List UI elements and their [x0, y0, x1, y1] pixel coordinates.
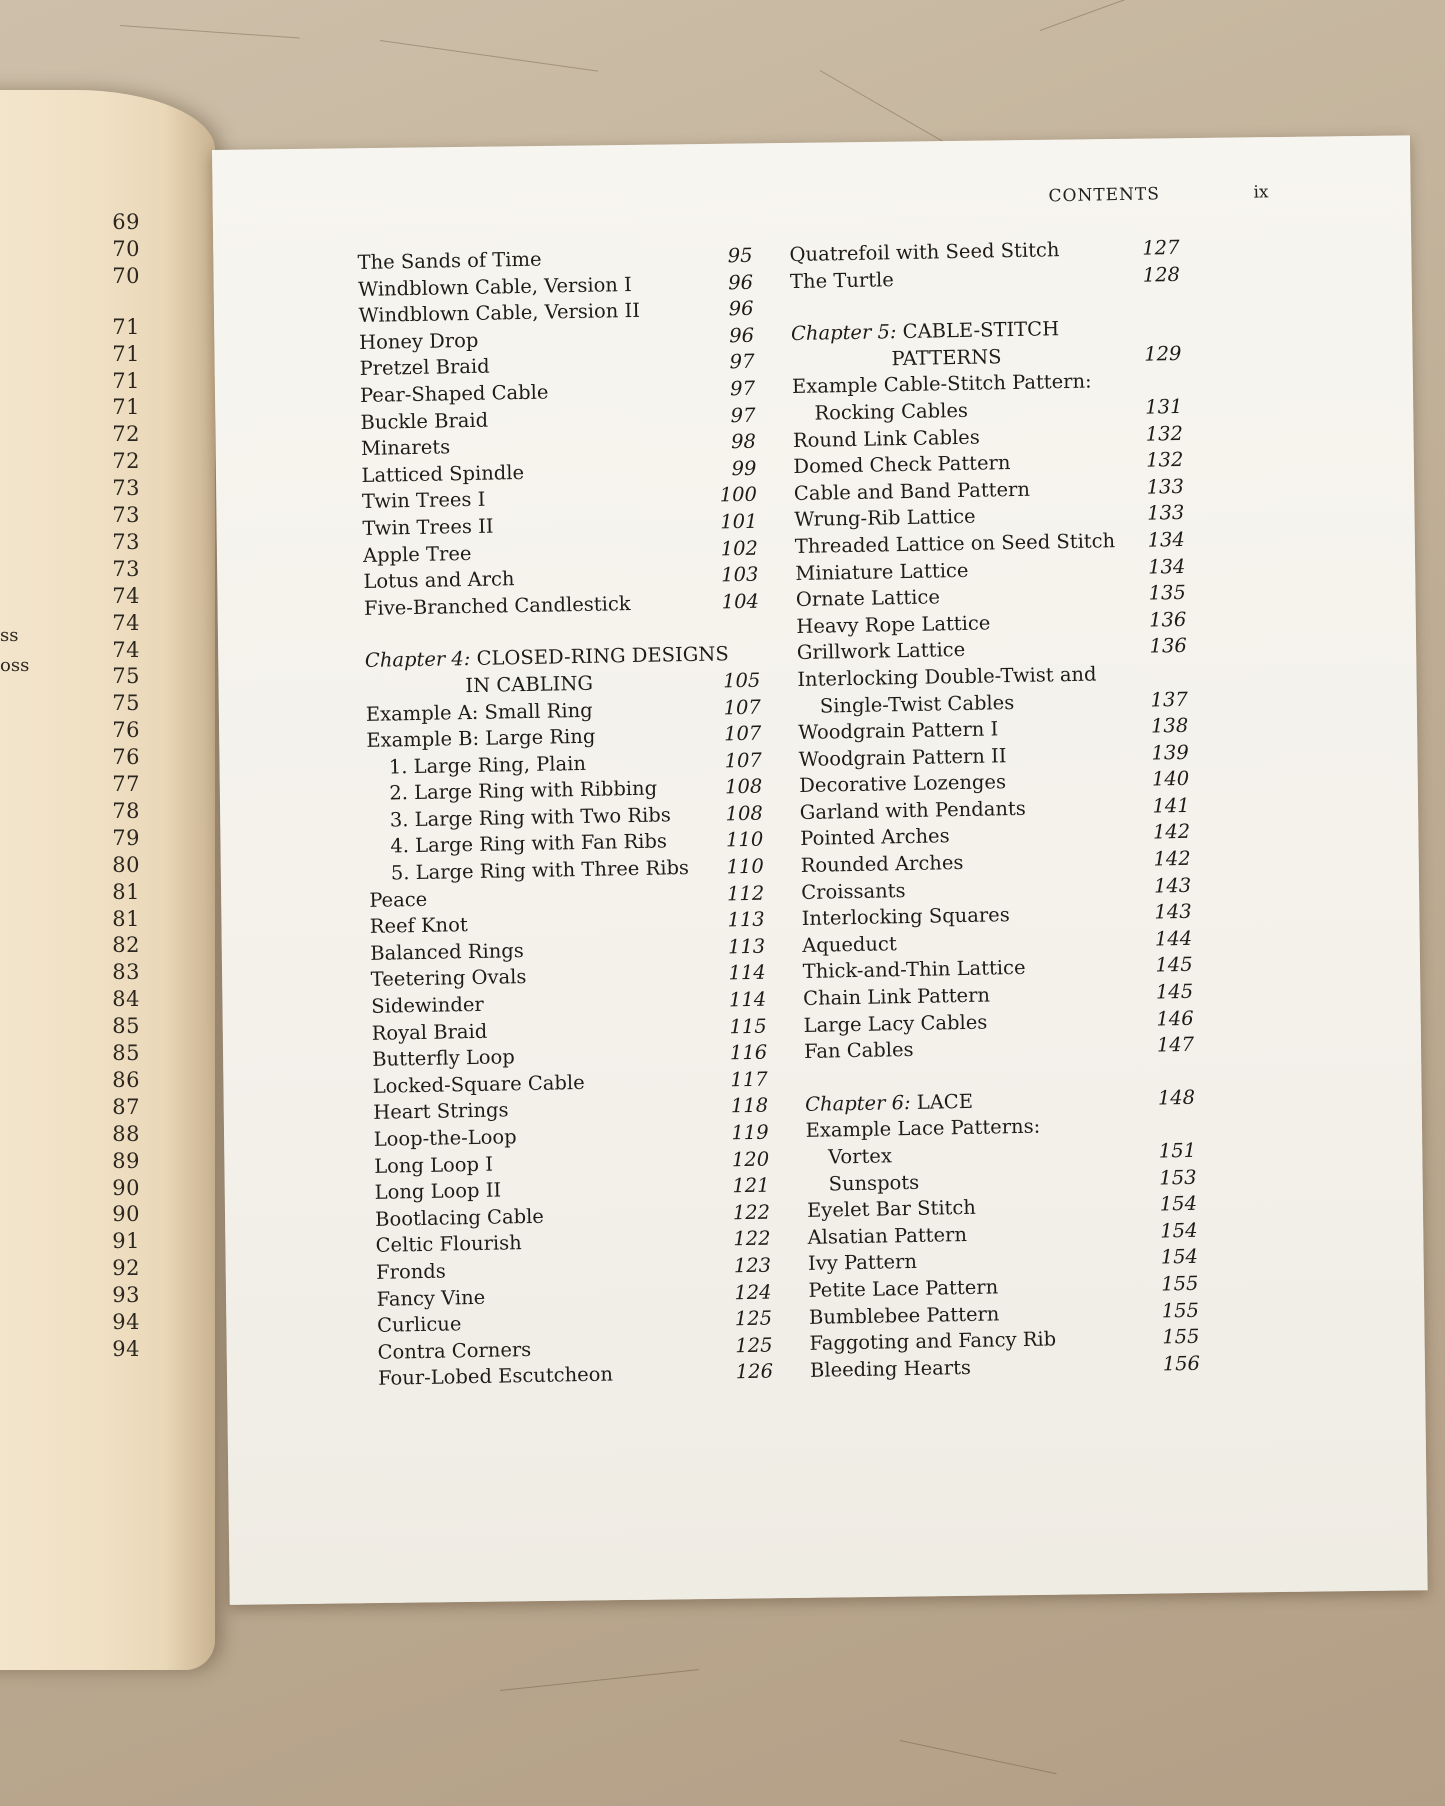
left-page-number: 77 — [112, 772, 140, 796]
toc-entry-page: 112 — [726, 881, 765, 905]
toc-entry-page: 119 — [731, 1120, 769, 1145]
left-page-number: 76 — [112, 745, 140, 770]
toc-entry-title: The Turtle — [789, 267, 895, 293]
toc-entry-title: Vortex — [827, 1144, 893, 1169]
left-page-number: 91 — [112, 1229, 140, 1254]
left-page-number: 85 — [112, 1041, 140, 1065]
toc-entry-title: The Sands of Time — [357, 247, 542, 274]
toc-entry-page: 96 — [728, 323, 755, 347]
left-page-number: 71 — [112, 314, 140, 339]
left-page-number: 86 — [112, 1067, 140, 1092]
toc-entry-title: Peace — [369, 887, 428, 912]
contents-column-left — [357, 244, 773, 1394]
left-page-number: 79 — [112, 825, 140, 850]
toc-entry-title: Long Loop I — [373, 1152, 494, 1178]
toc-entry-page: 99 — [731, 456, 757, 480]
toc-entry-page: 155 — [1161, 1298, 1200, 1322]
left-page-number: 84 — [112, 987, 140, 1012]
toc-entry-page: 136 — [1148, 607, 1187, 632]
toc-entry-page: 137 — [1150, 687, 1188, 712]
toc-entry-page: 123 — [733, 1253, 772, 1278]
left-page-number: 92 — [112, 1256, 140, 1281]
toc-entry-title: Fancy Vine — [376, 1285, 486, 1311]
left-page-number: 75 — [112, 691, 140, 716]
toc-entry-title: Grillwork Lattice — [796, 638, 966, 665]
toc-entry-title: Reef Knot — [369, 913, 468, 939]
chapter-title-line2: IN CABLING — [465, 671, 594, 697]
toc-entry-title: Ivy Pattern — [807, 1250, 918, 1276]
left-page-number: 88 — [112, 1121, 140, 1146]
toc-entry-page: 122 — [732, 1200, 771, 1225]
toc-entry-title: Miniature Lattice — [795, 558, 969, 585]
toc-entry-title: Example Cable-Stitch Pattern: — [791, 369, 1092, 399]
toc-entry-title: Long Loop II — [374, 1178, 502, 1205]
toc-entry-title: Royal Braid — [371, 1019, 488, 1045]
surface-scratch — [380, 40, 598, 72]
toc-entry-page: 108 — [724, 774, 763, 799]
chapter-page: 148 — [1157, 1085, 1196, 1110]
toc-entry-page: 107 — [723, 721, 762, 746]
toc-entry-title: Ornate Lattice — [795, 585, 941, 612]
toc-entry-page: 113 — [727, 934, 766, 959]
toc-entry-title: Garland with Pendants — [799, 796, 1026, 824]
toc-entry-title: Threaded Lattice on Seed Stitch — [794, 529, 1116, 558]
toc-entry-page: 154 — [1160, 1245, 1199, 1269]
toc-entry-title: Faggoting and Fancy Rib — [809, 1327, 1057, 1356]
left-page-number: 70 — [112, 236, 140, 261]
toc-entry-title: Interlocking Double-Twist and — [797, 662, 1097, 691]
toc-entry-page: 107 — [724, 748, 763, 773]
toc-entry-title: Bootlacing Cable — [374, 1204, 545, 1231]
toc-entry-page: 97 — [730, 403, 756, 427]
left-page-number: 93 — [112, 1283, 140, 1308]
toc-entry-page: 125 — [734, 1306, 773, 1331]
toc-entry-title: Example Lace Patterns: — [805, 1115, 1041, 1143]
toc-entry-page: 110 — [726, 854, 764, 879]
toc-entry-title: Quatrefoil with Seed Stitch — [789, 238, 1060, 267]
chapter-page: 129 — [1143, 341, 1182, 366]
toc-entry-page: 140 — [1151, 767, 1190, 791]
left-page-number: 94 — [112, 1336, 140, 1361]
toc-entry-title: Example A: Small Ring — [365, 698, 593, 726]
toc-entry-page: 143 — [1154, 900, 1192, 924]
toc-entry-page: 107 — [723, 695, 762, 719]
chapter-page: 105 — [722, 668, 761, 693]
toc-entry-title: Large Lacy Cables — [803, 1010, 988, 1037]
left-page-number: 74 — [112, 583, 140, 608]
chapter-label: Chapter 4: — [364, 647, 471, 673]
toc-entry-page: 144 — [1154, 926, 1193, 951]
toc-entry-page: 154 — [1160, 1218, 1198, 1243]
toc-entry-title: Heart Strings — [373, 1098, 509, 1125]
left-page-number: 71 — [112, 368, 140, 393]
left-page-fragment: ss — [0, 625, 19, 646]
left-page-number: 74 — [112, 637, 140, 662]
toc-entry-page: 125 — [735, 1333, 773, 1358]
left-page-number: 82 — [112, 933, 140, 958]
toc-entry-title: Rocking Cables — [814, 398, 969, 425]
toc-entry-page: 114 — [728, 987, 767, 1012]
toc-entry-page: 127 — [1142, 235, 1180, 260]
left-page-number: 89 — [112, 1148, 140, 1173]
toc-entry-page: 104 — [721, 589, 760, 614]
left-page-number: 94 — [112, 1310, 140, 1334]
toc-entry-title: Pear-Shaped Cable — [359, 380, 549, 407]
toc-entry-title: Bumblebee Pattern — [808, 1301, 1000, 1329]
page-gutter-shadow — [165, 90, 215, 1670]
left-page-number: 81 — [112, 906, 140, 931]
toc-entry-title: Twin Trees I — [361, 488, 486, 514]
left-page-number: 74 — [112, 610, 140, 635]
left-page-number: 81 — [112, 879, 140, 904]
toc-entry-title: Bleeding Hearts — [809, 1355, 972, 1382]
toc-entry-title: Croissants — [801, 878, 906, 904]
toc-entry-title: Thick-and-Thin Lattice — [802, 956, 1026, 984]
toc-entry-title: Curlicue — [376, 1312, 462, 1337]
toc-entry-page: 134 — [1147, 527, 1186, 552]
toc-entry-title: Chain Link Pattern — [802, 983, 991, 1010]
toc-entry-title: 5. Large Ring with Three Ribs — [390, 856, 690, 885]
toc-entry-page: 121 — [732, 1173, 770, 1198]
toc-entry-page: 155 — [1162, 1324, 1200, 1349]
left-page-number: 73 — [112, 529, 140, 554]
toc-entry-page: 132 — [1145, 448, 1184, 472]
toc-entry-page: 114 — [728, 961, 766, 985]
toc-entry-page: 153 — [1159, 1165, 1197, 1190]
toc-entry-page: 100 — [719, 483, 758, 507]
left-page-number: 73 — [112, 503, 140, 527]
toc-entry-title: Sidewinder — [371, 992, 484, 1018]
surface-scratch — [820, 70, 959, 151]
left-page-number: 90 — [112, 1202, 140, 1227]
toc-entry-page: 96 — [728, 296, 754, 321]
toc-entry-page: 139 — [1151, 740, 1189, 765]
toc-entry-page: 132 — [1145, 421, 1184, 446]
toc-entry-title: Interlocking Squares — [801, 903, 1010, 931]
toc-entry-page: 145 — [1155, 979, 1194, 1004]
left-page — [0, 90, 215, 1670]
toc-entry-page: 134 — [1147, 554, 1186, 579]
toc-entry-title: Rounded Arches — [800, 851, 964, 878]
left-page-number: 87 — [112, 1094, 140, 1119]
left-page-number: 71 — [112, 341, 140, 366]
toc-entry-page: 118 — [730, 1094, 769, 1118]
left-page-number: 72 — [112, 422, 140, 447]
chapter-title-line2: PATTERNS — [891, 344, 1002, 371]
toc-entry-title: Celtic Flourish — [375, 1231, 522, 1258]
toc-entry-page: 117 — [730, 1067, 768, 1092]
chapter-title: LACE — [916, 1089, 974, 1114]
left-page-fragment: oss — [0, 655, 30, 676]
toc-entry-page: 96 — [728, 270, 754, 294]
toc-entry-title: Sunspots — [828, 1170, 920, 1196]
contents-column-right — [789, 236, 1200, 1385]
chapter-label: Chapter 6: — [804, 1090, 911, 1116]
left-page-number: 69 — [112, 210, 140, 234]
toc-entry-page: 151 — [1158, 1138, 1197, 1163]
toc-entry-title: Pointed Arches — [800, 824, 950, 851]
left-page-number: 73 — [112, 556, 140, 581]
left-page-number: 80 — [112, 852, 140, 877]
toc-entry-title: Apple Tree — [362, 541, 472, 567]
toc-entry-title: Balanced Rings — [370, 938, 524, 965]
toc-entry-title: Cable and Band Pattern — [793, 477, 1031, 505]
left-page-number: 72 — [112, 449, 140, 474]
toc-entry-title: Fronds — [375, 1259, 446, 1284]
toc-entry-title: Locked-Square Cable — [372, 1070, 585, 1098]
toc-entry-page: 122 — [733, 1226, 771, 1251]
toc-entry-page: 98 — [730, 429, 757, 454]
chapter-label: Chapter 5: — [790, 320, 897, 346]
surface-scratch — [500, 1669, 699, 1691]
toc-entry-title: Contra Corners — [377, 1337, 532, 1364]
left-page-number: 83 — [112, 960, 140, 985]
toc-entry-title: Fan Cables — [803, 1038, 914, 1064]
toc-entry-page: 136 — [1149, 634, 1188, 658]
toc-entry-page: 108 — [725, 801, 763, 826]
toc-entry-title: 3. Large Ring with Two Ribs — [389, 803, 671, 832]
toc-entry-title: Buckle Braid — [360, 408, 489, 434]
toc-entry-page: 102 — [720, 536, 759, 560]
toc-entry-page: 95 — [727, 243, 753, 268]
toc-entry-page: 154 — [1159, 1191, 1198, 1216]
left-page-number: 85 — [112, 1014, 140, 1039]
toc-entry-title: Loop-the-Loop — [373, 1125, 517, 1151]
toc-entry-title: Decorative Lozenges — [799, 770, 1007, 798]
surface-scratch — [120, 25, 300, 39]
toc-entry-page: 145 — [1155, 953, 1193, 977]
toc-entry-page: 101 — [719, 509, 758, 534]
toc-entry-page: 142 — [1153, 846, 1191, 871]
toc-entry-title: Heavy Rope Lattice — [796, 611, 991, 638]
page-number: ix — [1253, 182, 1269, 203]
surface-scratch — [900, 1740, 1057, 1774]
toc-entry-title: Butterfly Loop — [372, 1045, 515, 1072]
toc-entry-title: Example B: Large Ring — [366, 724, 596, 753]
running-header: CONTENTS — [1048, 184, 1161, 207]
toc-entry-title: 2. Large Ring with Ribbing — [389, 776, 658, 805]
toc-entry-title: Pretzel Braid — [359, 354, 490, 381]
toc-entry-title: Domed Check Pattern — [793, 451, 1011, 479]
chapter-title: CLOSED-RING DESIGNS — [476, 642, 729, 671]
toc-entry-page: 143 — [1153, 873, 1192, 898]
toc-entry-title: Four-Lobed Escutcheon — [377, 1362, 614, 1391]
toc-entry-title: Twin Trees II — [362, 514, 494, 540]
toc-entry-title: Round Link Cables — [792, 425, 980, 452]
toc-entry-title: Eyelet Bar Stitch — [806, 1196, 977, 1223]
toc-entry-title: Woodgrain Pattern II — [798, 743, 1007, 771]
toc-entry-page: 124 — [734, 1280, 772, 1304]
toc-entry-title: Teetering Ovals — [370, 965, 527, 992]
left-page-number: 90 — [112, 1175, 140, 1200]
toc-entry-page: 133 — [1146, 501, 1185, 525]
toc-entry-page: 97 — [729, 376, 756, 401]
toc-entry-page: 138 — [1150, 713, 1189, 738]
toc-entry-title: Single-Twist Cables — [819, 690, 1015, 718]
toc-entry-title: Wrung-Rib Lattice — [794, 505, 976, 532]
toc-entry-title: Windblown Cable, Version II — [358, 299, 641, 328]
toc-entry-page: 128 — [1142, 262, 1181, 287]
left-page-number: 78 — [112, 798, 140, 823]
toc-entry-page: 135 — [1148, 581, 1187, 605]
toc-entry-title: 4. Large Ring with Fan Ribs — [390, 829, 668, 858]
chapter-title: CABLE-STITCH — [902, 317, 1060, 344]
toc-entry-page: 120 — [731, 1147, 770, 1171]
toc-entry-title: Five-Branched Candlestick — [363, 591, 631, 620]
toc-entry-page: 103 — [720, 562, 759, 587]
toc-entry-title: Latticed Spindle — [361, 460, 525, 487]
toc-entry-title: Aqueduct — [802, 932, 897, 957]
toc-entry-page: 110 — [725, 828, 764, 852]
toc-entry-title: Petite Lace Pattern — [808, 1275, 999, 1302]
left-page-number: 71 — [112, 395, 140, 420]
toc-entry-title: Minarets — [360, 435, 451, 461]
toc-entry-page: 133 — [1146, 474, 1185, 499]
toc-entry-page: 131 — [1144, 394, 1183, 419]
toc-entry-title: Windblown Cable, Version I — [357, 272, 632, 301]
right-page — [212, 135, 1428, 1605]
toc-entry-page: 142 — [1152, 820, 1191, 844]
toc-entry-title: 1. Large Ring, Plain — [388, 751, 587, 779]
toc-entry-page: 126 — [735, 1359, 774, 1384]
toc-entry-title: Lotus and Arch — [363, 567, 515, 594]
left-page-number: 73 — [112, 476, 140, 501]
toc-entry-page: 156 — [1162, 1351, 1201, 1376]
toc-entry-title: Alsatian Pattern — [807, 1222, 968, 1249]
toc-entry-page: 97 — [729, 350, 755, 374]
toc-entry-page: 141 — [1152, 793, 1190, 818]
toc-entry-page: 147 — [1156, 1033, 1195, 1057]
left-page-number: 70 — [112, 263, 140, 288]
toc-entry-title: Woodgrain Pattern I — [798, 717, 999, 745]
toc-entry-page: 155 — [1161, 1271, 1199, 1296]
left-page-number: 75 — [112, 664, 140, 689]
toc-entry-title: Honey Drop — [358, 328, 479, 354]
toc-entry-page: 115 — [729, 1014, 767, 1038]
surface-scratch — [1040, 0, 1125, 31]
toc-entry-page: 113 — [727, 907, 765, 932]
toc-entry-page: 116 — [729, 1040, 768, 1065]
left-page-number: 76 — [112, 718, 140, 743]
toc-entry-page: 146 — [1156, 1006, 1194, 1031]
